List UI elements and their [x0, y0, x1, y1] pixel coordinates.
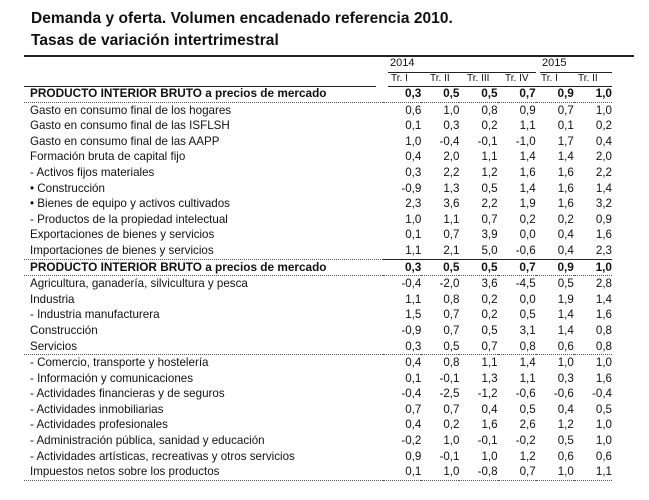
- cell-value: -0,1: [477, 134, 498, 148]
- table-row: [24, 165, 612, 181]
- cell-value: 1,1: [481, 356, 498, 370]
- row-label: Gasto en consumo final de las AAPP: [30, 134, 220, 148]
- cell-value: 0,5: [481, 323, 498, 337]
- row-label: Construcción: [30, 323, 98, 337]
- table-row: [24, 449, 612, 465]
- year-2015-header: 2015: [542, 57, 567, 69]
- cell-value: 1,2: [519, 449, 536, 463]
- cell-value: 1,0: [536, 464, 574, 480]
- row-label: • Construcción: [30, 181, 105, 195]
- cell-value: 0,6: [405, 103, 422, 117]
- cell-value: 2,2: [595, 165, 612, 179]
- cell-value: 0,8: [574, 339, 612, 355]
- cell-value: 0,0: [519, 292, 536, 306]
- cell-value: 0,8: [481, 103, 498, 117]
- cell-value: 1,4: [557, 323, 574, 337]
- cell-value: 0,1: [405, 119, 422, 133]
- table-row: [24, 339, 612, 355]
- cell-value: 1,6: [481, 418, 498, 432]
- cell-value: 0,5: [421, 339, 459, 355]
- row-label: Formación bruta de capital fijo: [30, 150, 186, 164]
- cell-value: 1,0: [405, 134, 422, 148]
- table-row: [24, 212, 612, 228]
- quarter-header: Tr. I: [541, 73, 558, 84]
- row-label: Gasto en consumo final de los hogares: [30, 103, 232, 117]
- cell-value: 1,5: [405, 308, 422, 322]
- cell-value: 3,6: [481, 277, 498, 291]
- cell-value: 0,5: [421, 86, 459, 102]
- row-label: - Actividades profesionales: [30, 418, 168, 432]
- cell-value: -0,8: [459, 464, 497, 480]
- cell-value: -0,4: [592, 387, 612, 401]
- quarter-header: Tr. IV: [505, 73, 529, 84]
- cell-value: 2,1: [443, 243, 460, 257]
- cell-value: 0,7: [498, 464, 536, 480]
- cell-value: 1,4: [595, 292, 612, 306]
- cell-value: 0,7: [443, 308, 460, 322]
- cell-value: 0,5: [557, 434, 574, 448]
- cell-value: 1,6: [595, 308, 612, 322]
- cell-value: 1,0: [405, 212, 422, 226]
- row-label: - Administración pública, sanidad y educación: [30, 434, 265, 448]
- table-row: [24, 433, 612, 449]
- cell-value: 0,4: [595, 134, 612, 148]
- cell-value: 5,0: [481, 243, 498, 257]
- cell-value: 0,4: [405, 150, 422, 164]
- cell-value: 1,4: [519, 181, 536, 195]
- data-table: [24, 86, 612, 481]
- cell-value: 0,5: [459, 86, 497, 102]
- cell-value: 0,3: [405, 165, 422, 179]
- row-label: - Actividades inmobiliarias: [30, 402, 164, 416]
- cell-value: 1,6: [595, 228, 612, 242]
- table-row-total: [24, 86, 612, 102]
- quarter-header: Tr. II: [578, 73, 598, 84]
- cell-value: 0,7: [481, 212, 498, 226]
- cell-value: 2,2: [443, 165, 460, 179]
- cell-value: 0,1: [405, 228, 422, 242]
- cell-value: 0,5: [519, 308, 536, 322]
- cell-value: -0,6: [515, 243, 536, 257]
- cell-value: 1,1: [405, 292, 422, 306]
- cell-value: -0,6: [553, 387, 574, 401]
- cell-value: 1,6: [519, 165, 536, 179]
- table-row: [24, 243, 612, 259]
- cell-value: 0,9: [405, 449, 422, 463]
- cell-value: 1,0: [595, 434, 612, 448]
- table-title: Demanda y oferta. Volumen encadenado referencia 2010.: [31, 10, 453, 27]
- cell-value: 1,1: [519, 119, 536, 133]
- table-row-total: [24, 259, 612, 276]
- row-label: - Productos de la propiedad intelectual: [30, 212, 228, 226]
- cell-value: 3,1: [519, 323, 536, 337]
- cell-value: 1,1: [443, 212, 460, 226]
- row-label: Servicios: [24, 339, 383, 355]
- cell-value: 1,7: [557, 134, 574, 148]
- cell-value: 1,0: [481, 449, 498, 463]
- quarter-header: Tr. II: [430, 73, 450, 84]
- table-row: [24, 276, 612, 292]
- cell-value: 1,4: [519, 356, 536, 370]
- cell-value: 1,0: [421, 464, 459, 480]
- table-row: [24, 323, 612, 339]
- table-subtitle: Tasas de variación intertrimestral: [31, 32, 279, 49]
- quarter-header: Tr. III: [467, 73, 490, 84]
- cell-value: 0,5: [519, 402, 536, 416]
- cell-value: 1,3: [481, 371, 498, 385]
- cell-value: 2,3: [405, 197, 422, 211]
- row-label: - Industria manufacturera: [30, 308, 160, 322]
- table-row: [24, 181, 612, 197]
- cell-value: 2,2: [481, 197, 498, 211]
- cell-value: 1,9: [557, 292, 574, 306]
- cell-value: 0,6: [557, 449, 574, 463]
- cell-value: 0,5: [595, 402, 612, 416]
- cell-value: 0,3: [557, 371, 574, 385]
- cell-value: -0,4: [401, 277, 422, 291]
- row-label: - Actividades financieras y de seguros: [30, 387, 225, 401]
- cell-value: 1,0: [595, 356, 612, 370]
- cell-value: 0,5: [557, 277, 574, 291]
- cell-value: -2,0: [439, 277, 460, 291]
- cell-value: 1,4: [557, 308, 574, 322]
- cell-value: 1,3: [443, 181, 460, 195]
- cell-value: 0,3: [383, 86, 421, 102]
- cell-value: -0,2: [515, 434, 536, 448]
- cell-value: 0,7: [443, 402, 460, 416]
- cell-value: 1,4: [519, 150, 536, 164]
- cell-value: 2,0: [595, 150, 612, 164]
- row-label: - Comercio, transporte y hostelería: [30, 356, 209, 370]
- cell-value: 1,0: [557, 356, 574, 370]
- cell-value: -2,5: [439, 387, 460, 401]
- cell-value: 0,2: [481, 292, 498, 306]
- cell-value: 0,6: [536, 339, 574, 355]
- cell-value: 3,6: [443, 197, 460, 211]
- cell-value: -1,2: [477, 387, 498, 401]
- row-label: - Información y comunicaciones: [30, 371, 194, 385]
- cell-value: 0,7: [557, 103, 574, 117]
- cell-value: 1,0: [595, 418, 612, 432]
- cell-value: 0,4: [405, 418, 422, 432]
- cell-value: 0,3: [383, 259, 421, 276]
- cell-value: -0,9: [401, 181, 422, 195]
- cell-value: 1,6: [595, 371, 612, 385]
- cell-value: -0,4: [439, 134, 460, 148]
- table-row: [24, 355, 612, 371]
- cell-value: 2,3: [595, 243, 612, 257]
- cell-value: 0,8: [595, 323, 612, 337]
- cell-value: 0,7: [443, 323, 460, 337]
- cell-value: 1,6: [557, 165, 574, 179]
- cell-value: 0,5: [459, 259, 497, 276]
- cell-value: 1,1: [405, 243, 422, 257]
- cell-value: 2,8: [595, 277, 612, 291]
- year-2014-header: 2014: [390, 57, 415, 69]
- row-label: PRODUCTO INTERIOR BRUTO a precios de mercado: [24, 86, 383, 102]
- row-label: Industria: [30, 292, 75, 306]
- cell-value: -1,0: [515, 134, 536, 148]
- cell-value: 3,2: [595, 197, 612, 211]
- cell-value: 0,7: [498, 86, 536, 102]
- row-label: Importaciones de bienes y servicios: [30, 243, 214, 257]
- cell-value: 3,9: [481, 228, 498, 242]
- row-label: • Bienes de equipo y activos cultivados: [30, 197, 230, 211]
- cell-value: 0,2: [481, 119, 498, 133]
- cell-value: 0,4: [557, 243, 574, 257]
- table-row: [24, 149, 612, 165]
- cell-value: 0,4: [481, 402, 498, 416]
- cell-value: 0,7: [459, 339, 497, 355]
- cell-value: 1,0: [595, 103, 612, 117]
- table-row: [24, 102, 612, 118]
- cell-value: 2,0: [443, 150, 460, 164]
- row-label: Gasto en consumo final de las ISFLSH: [30, 119, 230, 133]
- row-label: Exportaciones de bienes y servicios: [30, 228, 215, 242]
- table-row: [24, 227, 612, 243]
- table-row: [24, 118, 612, 134]
- cell-value: 0,3: [443, 119, 460, 133]
- cell-value: 0,6: [595, 449, 612, 463]
- row-label: - Actividades artísticas, recreativas y otros servicios: [30, 449, 295, 463]
- cell-value: 0,9: [536, 259, 574, 276]
- cell-value: -0,1: [439, 371, 460, 385]
- cell-value: 0,5: [421, 259, 459, 276]
- cell-value: 1,0: [443, 103, 460, 117]
- cell-value: 2,6: [519, 418, 536, 432]
- cell-value: 1,0: [443, 434, 460, 448]
- cell-value: 0,1: [405, 371, 422, 385]
- cell-value: 0,8: [498, 339, 536, 355]
- cell-value: 1,0: [574, 86, 612, 102]
- cell-value: 1,1: [574, 464, 612, 480]
- cell-value: 1,2: [481, 165, 498, 179]
- cell-value: 0,4: [557, 402, 574, 416]
- table-row: [24, 371, 612, 387]
- table-row: [24, 402, 612, 418]
- row-label: PRODUCTO INTERIOR BRUTO a precios de mercado: [24, 259, 383, 276]
- cell-value: 0,7: [498, 259, 536, 276]
- cell-value: 0,2: [519, 212, 536, 226]
- cell-value: 0,8: [443, 356, 460, 370]
- cell-value: 1,0: [574, 259, 612, 276]
- cell-value: 1,1: [519, 371, 536, 385]
- cell-value: -0,1: [477, 434, 498, 448]
- cell-value: -0,9: [401, 323, 422, 337]
- cell-value: 1,6: [557, 197, 574, 211]
- table-row: [24, 386, 612, 402]
- cell-value: 1,4: [557, 150, 574, 164]
- cell-value: 1,4: [595, 181, 612, 195]
- row-label: Agricultura, ganadería, silvicultura y pesca: [30, 277, 248, 291]
- cell-value: 1,1: [481, 150, 498, 164]
- cell-value: 0,1: [557, 119, 574, 133]
- cell-value: 0,9: [595, 212, 612, 226]
- cell-value: 0,7: [405, 402, 422, 416]
- table-row: [24, 417, 612, 433]
- cell-value: 0,3: [383, 339, 421, 355]
- cell-value: 0,9: [536, 86, 574, 102]
- cell-value: -0,1: [439, 449, 460, 463]
- row-label: - Activos fijos materiales: [30, 165, 155, 179]
- cell-value: 0,7: [443, 228, 460, 242]
- cell-value: 0,2: [481, 308, 498, 322]
- cell-value: 1,9: [519, 197, 536, 211]
- row-label: Impuestos netos sobre los productos: [24, 464, 383, 480]
- cell-value: 0,2: [557, 212, 574, 226]
- cell-value: 0,0: [519, 228, 536, 242]
- cell-value: 0,2: [595, 119, 612, 133]
- cell-value: 0,1: [383, 464, 421, 480]
- table-row: [24, 307, 612, 323]
- table-row: [24, 292, 612, 308]
- quarter-header: Tr. I: [391, 73, 408, 84]
- cell-value: 0,9: [519, 103, 536, 117]
- cell-value: 0,4: [405, 356, 422, 370]
- table-row: [24, 134, 612, 150]
- cell-value: 0,8: [443, 292, 460, 306]
- cell-value: -0,6: [515, 387, 536, 401]
- cell-value: 1,6: [557, 181, 574, 195]
- cell-value: -4,5: [515, 277, 536, 291]
- cell-value: 0,4: [557, 228, 574, 242]
- cell-value: 1,2: [557, 418, 574, 432]
- table-row: [24, 196, 612, 212]
- cell-value: -0,2: [401, 434, 422, 448]
- cell-value: 0,5: [481, 181, 498, 195]
- table-row: [24, 464, 612, 480]
- cell-value: -0,4: [401, 387, 422, 401]
- cell-value: 0,2: [443, 418, 460, 432]
